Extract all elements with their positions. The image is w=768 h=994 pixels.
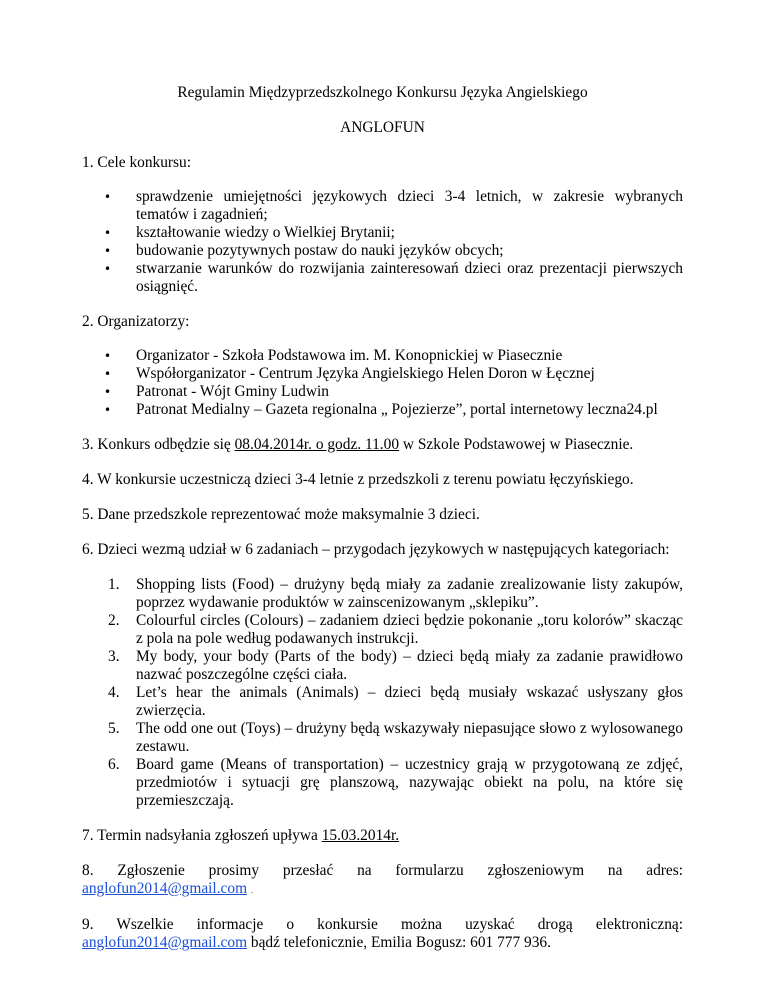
list-item xyxy=(82,720,683,756)
section-8-dot: . xyxy=(250,885,254,895)
section-3-date: 08.04.2014r. o godz. 11.00 xyxy=(234,436,400,453)
section-9-line-1: 9. Wszelkie informacje o konkursie można uzyskać drogą elektroniczną: xyxy=(82,916,683,933)
email-link[interactable]: anglofun2014@gmail.com xyxy=(82,880,248,897)
section-7-text-before: 7. Termin nadsyłania zgłoszeń upływa xyxy=(82,827,322,844)
list-item: • budowanie pozytywnych postaw do nauki języków obcych; xyxy=(82,242,683,260)
section-1-heading: 1. Cele konkursu: xyxy=(82,154,192,171)
list-item-number: 3. xyxy=(108,648,120,665)
list-item-text: Shopping lists (Food) – drużyny będą miały za zadanie zrealizowanie listy zakupów, poprzez wydawanie produktów w zainscenizowanym „sklepiku”. xyxy=(136,576,683,611)
list-item xyxy=(82,576,683,612)
list-item: • Współorganizator - Centrum Języka Angielskiego Helen Doron w Łęcznej xyxy=(82,365,683,383)
list-item-number: 4. xyxy=(108,684,120,701)
section-6-intro: 6. Dzieci wezmą udział w 6 zadaniach – przygodach językowych w następujących kategoriach: xyxy=(82,541,670,558)
section-5-paragraph: 5. Dane przedszkole reprezentować może maksymalnie 3 dzieci. xyxy=(82,506,480,523)
section-3-text-before: 3. Konkurs odbędzie się xyxy=(82,436,235,453)
list-item xyxy=(82,756,683,810)
list-item-text: My body, your body (Parts of the body) – dzieci będą miały za zadanie prawidłowo nazwać poszczególne części ciała. xyxy=(136,648,683,683)
list-item-number: 1. xyxy=(108,576,120,593)
list-item: • stwarzanie warunków do rozwijania zainteresowań dzieci oraz prezentacji pierwszych osiągnięć. xyxy=(82,260,683,296)
list-item xyxy=(82,648,683,684)
section-8-line-2 xyxy=(82,880,683,899)
section-7-paragraph xyxy=(82,827,683,845)
list-item-number: 2. xyxy=(108,612,120,629)
section-6-list xyxy=(82,576,683,810)
list-item xyxy=(82,684,683,720)
list-item: • Patronat Medialny – Gazeta regionalna „ Pojezierze”, portal internetowy leczna24.pl xyxy=(82,401,683,419)
section-4-paragraph: 4. W konkursie uczestniczą dzieci 3-4 letnie z przedszkoli z terenu powiatu łęczyńskiego. xyxy=(82,471,634,488)
list-item-text: Let’s hear the animals (Animals) – dzieci będą musiały wskazać usłyszany głos zwierzęcia. xyxy=(136,684,683,719)
list-item-text: Colourful circles (Colours) – zadaniem dzieci będzie pokonanie „toru kolorów” skacząc z pola na pole według podawanych instrukcji. xyxy=(136,612,683,647)
list-item-text: Board game (Means of transportation) – uczestnicy grają w przygotowaną ze zdjęć, przedmiotów i sytuacji grę planszową, nazywając obiekt na polu, na które się przemieszczają. xyxy=(136,756,683,809)
section-2-list xyxy=(82,347,683,419)
email-link[interactable]: anglofun2014@gmail.com xyxy=(82,934,248,951)
list-item: • Patronat - Wójt Gminy Ludwin xyxy=(82,383,683,401)
section-9-line-2 xyxy=(82,934,683,952)
list-item: • kształtowanie wiedzy o Wielkiej Brytanii; xyxy=(82,224,683,242)
section-3-text-after: w Szkole Podstawowej w Piasecznie. xyxy=(399,436,634,453)
document-subtitle: ANGLOFUN xyxy=(340,119,425,136)
list-item-number: 6. xyxy=(108,756,120,773)
section-2-heading: 2. Organizatorzy: xyxy=(82,313,190,330)
list-item-number: 5. xyxy=(108,720,120,737)
list-item: • Organizator - Szkoła Podstawowa im. M. Konopnickiej w Piasecznie xyxy=(82,347,683,365)
section-9-text-after: bądź telefonicznie, Emilia Bogusz: 601 777 936. xyxy=(247,934,551,951)
list-item-text: The odd one out (Toys) – drużyny będą wskazywały niepasujące słowo z wylosowanego zestawu. xyxy=(136,720,683,755)
list-item xyxy=(82,612,683,648)
section-8-line-1: 8. Zgłoszenie prosimy przesłać na formularzu zgłoszeniowym na adres: xyxy=(82,862,683,879)
document-title: Regulamin Międzyprzedszkolnego Konkursu Języka Angielskiego xyxy=(177,84,588,101)
section-1-list xyxy=(82,188,683,296)
section-3-paragraph xyxy=(82,436,683,454)
section-7-date: 15.03.2014r. xyxy=(321,827,400,844)
list-item: • sprawdzenie umiejętności językowych dzieci 3-4 letnich, w zakresie wybranych tematów i zagadnień; xyxy=(82,188,683,224)
